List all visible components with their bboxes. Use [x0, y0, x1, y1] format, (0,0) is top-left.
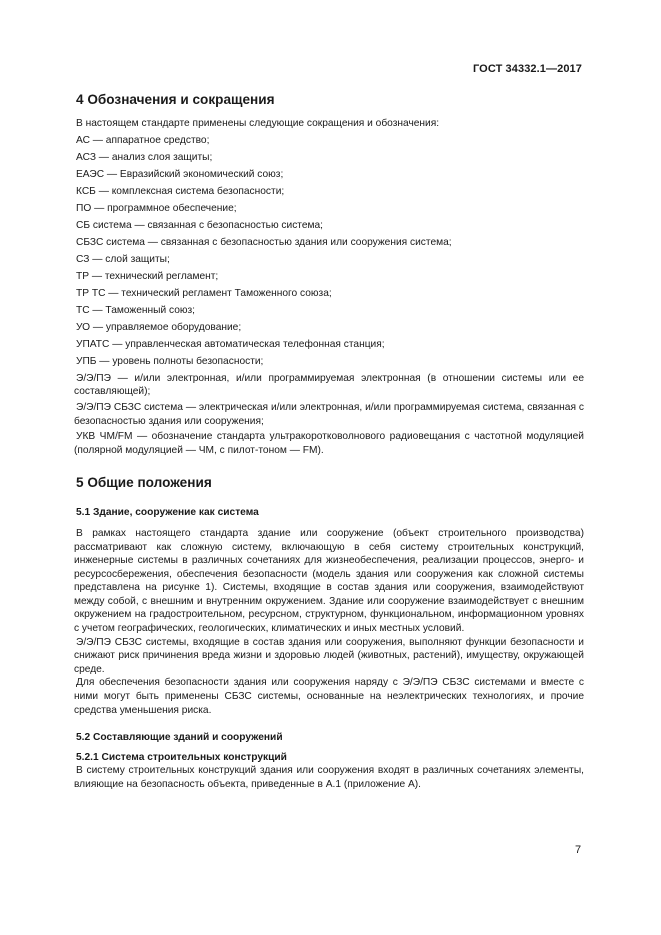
subsection-5-1-title: 5.1 Здание, сооружение как система	[76, 507, 259, 519]
abbreviation-item: АСЗ — анализ слоя защиты;	[76, 151, 213, 163]
abbreviation-item: ТР — технический регламент;	[76, 270, 219, 282]
page-number: 7	[575, 844, 582, 856]
abbreviation-item: УПАТС — управленческая автоматическая телефонная станция;	[76, 338, 385, 350]
abbreviation-item: УКВ ЧМ/FM — обозначение стандарта ультракоротковолнового радиовещания с частотной модуляцией (полярной модуляцией — ЧМ, с пилот-тоном — FM).	[74, 431, 584, 456]
abbreviation-item: ЕАЭС — Евразийский экономический союз;	[76, 168, 284, 180]
section-5-title: 5 Общие положения	[76, 475, 212, 491]
subsection-5-2-title: 5.2 Составляющие зданий и сооружений	[76, 732, 283, 744]
body-paragraph: В систему строительных конструкций здания или сооружения входят в различных сочетаниях элементы, влияющие на безопасность объекта, приведенные в А.1 (приложение А).	[74, 765, 584, 791]
abbreviation-item: КСБ — комплексная система безопасности;	[76, 185, 285, 197]
abbreviation-item: ПО — программное обеспечение;	[76, 202, 237, 214]
section-4-intro: В настоящем стандарте применены следующие сокращения и обозначения:	[76, 118, 440, 129]
abbreviation-list	[76, 134, 584, 457]
abbreviation-item: ТС — Таможенный союз;	[76, 304, 196, 316]
abbreviation-item: УО — управляемое оборудование;	[76, 321, 242, 333]
abbreviation-item: АС — аппаратное средство;	[76, 134, 210, 146]
section-4-title: 4 Обозначения и сокращения	[76, 92, 275, 107]
body-paragraph: Э/Э/ПЭ СБЗС системы, входящие в состав здания или сооружения, выполняют функции безопасности и снижают риск причинения вреда жизни и здоровью людей (животных, растений), имуществу, окружающей среде.	[74, 636, 584, 675]
abbreviation-item: УПБ — уровень полноты безопасности;	[76, 355, 264, 367]
page-content	[76, 91, 584, 792]
abbreviation-item: Э/Э/ПЭ СБЗС система — электрическая и/или электронная, и/или программируемая система, связанная с безопасностью здания или сооружения;	[74, 401, 584, 427]
body-paragraph: Для обеспечения безопасности здания или сооружения наряду с Э/Э/ПЭ СБЗС системами и вместе с ними могут быть применены СБЗС системы, основанные на неэлектрических технологиях, и прочие средства уменьшения риска.	[74, 677, 584, 716]
abbreviation-item: СЗ — слой защиты;	[76, 253, 170, 265]
body-paragraph: В рамках настоящего стандарта здание или сооружение (объект строительного производства) рассматривают как сложную систему, включающую в себя систему строительных конструкций, инженерные системы в различных сочетаниях для жизнеобеспечения, реализации процессов, энерго- и ресурсосбережения, обеспечения безопасности (модель здания или сооружения как сложной системы представлена на рисунке 1). Системы, входящие в состав здания или сооружения, взаимодействуют между собой, с внешним и внутренним окружением. Здание или сооружение взаимодействует с внешним окружением на градостроительном, ресурсном, структурном, функциональном, информационном уровнях с учетом географических, геологических, климатических и иных местных условий.	[74, 527, 584, 635]
abbreviation-item: ТР ТС — технический регламент Таможенного союза;	[76, 287, 332, 299]
subsection-5-2-1-title: 5.2.1 Система строительных конструкций	[76, 751, 287, 763]
abbreviation-item: СБЗС система — связанная с безопасностью здания или сооружения система;	[76, 236, 452, 248]
standard-header: ГОСТ 34332.1—2017	[472, 63, 582, 75]
abbreviation-item: СБ система — связанная с безопасностью система;	[76, 219, 324, 231]
abbreviation-item: Э/Э/ПЭ — и/или электронная, и/или программируемая электронная (в отношении системы или ее составляющей);	[74, 372, 584, 398]
